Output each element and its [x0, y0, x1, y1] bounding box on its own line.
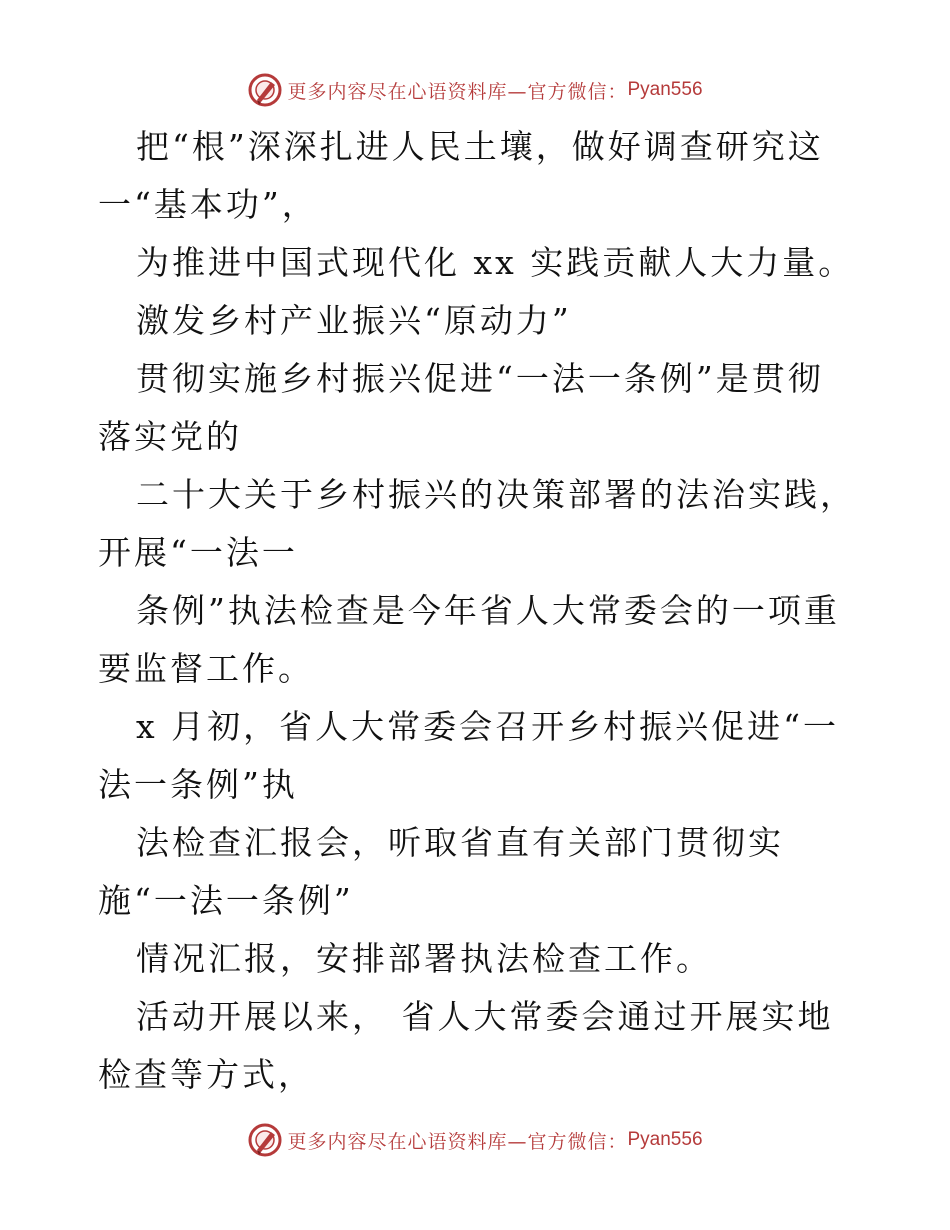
watermark-text: 更多内容尽在心语资料库—官方微信：	[287, 80, 628, 103]
pen-logo-icon	[247, 1122, 283, 1158]
pen-logo-icon	[247, 72, 283, 108]
paragraph: x 月初，省人大常委会召开乡村振兴促进“一法一条例”执	[98, 707, 839, 804]
paragraph: 法检查汇报会，听取省直有关部门贯彻实施“一法一条例”	[98, 823, 784, 920]
header-watermark	[0, 70, 950, 110]
watermark-handle: Pyan556	[627, 1129, 703, 1150]
paragraph: 情况汇报，安排部署执法检查工作。	[136, 939, 712, 978]
paragraph: 激发乡村产业振兴“原动力”	[136, 301, 572, 340]
paragraph: 活动开展以来， 省人大常委会通过开展实地检查等方式，	[98, 997, 834, 1094]
watermark-text: 更多内容尽在心语资料库—官方微信：	[287, 1130, 628, 1153]
paragraph: 把“根”深深扎进人民土壤，做好调查研究这一“基本功”，	[98, 127, 824, 224]
paragraph: 二十大关于乡村振兴的决策部署的法治实践，开展“一法一	[98, 475, 856, 572]
paragraph: 为推进中国式现代化 xx 实践贡献人大力量。	[136, 243, 855, 282]
document-body	[98, 118, 858, 1104]
footer-watermark	[0, 1120, 950, 1160]
paragraph: 条例”执法检查是今年省人大常委会的一项重要监督工作。	[98, 591, 840, 688]
paragraph: 贯彻实施乡村振兴促进“一法一条例”是贯彻落实党的	[98, 359, 824, 456]
watermark-handle: Pyan556	[627, 79, 703, 100]
